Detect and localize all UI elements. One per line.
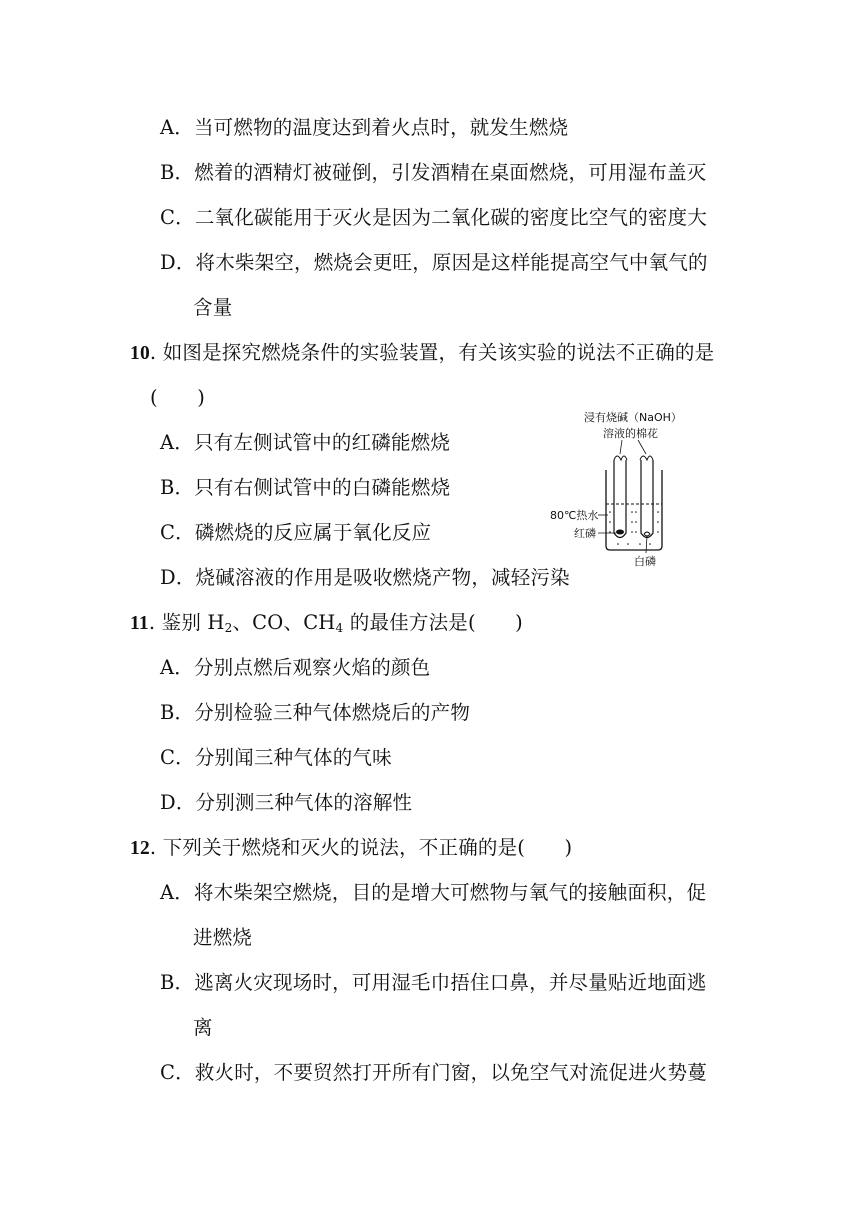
q11-stem-part3: 的最佳方法是( ) [343, 611, 523, 634]
q10-option-d: D．烧碱溶液的作用是吸收燃烧产物，减轻污染 [160, 566, 570, 589]
q11-subscript-4: 4 [335, 621, 344, 635]
q10-stem-text: . 如图是探究燃烧条件的实验装置，有关该实验的说法不正确的是 [149, 341, 715, 364]
cotton-leader-line [620, 440, 622, 454]
q10-option-c: C．磷燃烧的反应属于氧化反应 [160, 521, 432, 544]
q9-option-a: A．当可燃物的温度达到着火点时，就发生燃烧 [160, 116, 569, 139]
q10-option-b: B．只有右侧试管中的白磷能燃烧 [160, 476, 451, 499]
q10-answer-paren: ( ) [150, 386, 206, 409]
q10-stem [130, 340, 714, 367]
white-phosphorus-sample [644, 532, 650, 536]
q10-number: 10 [130, 343, 150, 364]
q12-stem-text: . 下列关于燃烧和灭火的说法，不正确的是( ) [149, 836, 573, 859]
q12-option-a-continued: 进燃烧 [193, 926, 253, 949]
q11-number: 11 [130, 613, 149, 634]
q11-option-b: B．分别检验三种气体燃烧后的产物 [160, 701, 471, 724]
combustion-apparatus-figure [548, 408, 708, 572]
q11-stem [130, 610, 523, 637]
cotton-plug-right [640, 456, 653, 460]
label-hot-water: 80℃热水 [550, 509, 599, 522]
q12-option-a: A．将木柴架空燃烧，目的是增大可燃物与氧气的接触面积，促 [160, 881, 707, 904]
cotton-leader-line-right [638, 440, 646, 454]
q12-option-b: B．逃离火灾现场时，可用湿毛巾捂住口鼻，并尽量贴近地面逃 [160, 971, 707, 994]
label-red-phosphorus: 红磷 [574, 527, 596, 540]
q9-option-d-continued: 含量 [193, 296, 233, 319]
label-cotton-line1: 浸有烧碱（NaOH） [584, 411, 682, 424]
test-tube-right [641, 460, 653, 538]
q12-stem [130, 835, 572, 862]
q11-stem-part2: 、CO、CH [232, 611, 336, 634]
q12-option-b-continued: 离 [193, 1016, 213, 1039]
q11-stem-part1: . 鉴别 H [148, 611, 225, 634]
cotton-plug-left [614, 456, 627, 460]
q10-option-a: A．只有左侧试管中的红磷能燃烧 [160, 431, 451, 454]
q12-number: 12 [130, 838, 150, 859]
hot-water-dots [609, 511, 659, 545]
test-tube-left [614, 460, 626, 538]
q9-option-d: D．将木柴架空，燃烧会更旺，原因是这样能提高空气中氧气的 [160, 251, 708, 274]
q9-option-b: B．燃着的酒精灯被碰倒，引发酒精在桌面燃烧，可用湿布盖灭 [160, 161, 707, 184]
q12-option-c: C．救火时，不要贸然打开所有门窗，以免空气对流促进火势蔓 [160, 1061, 708, 1084]
q11-option-a: A．分别点燃后观察火焰的颜色 [160, 656, 431, 679]
q11-subscript-2: 2 [224, 621, 233, 635]
q11-option-c: C．分别闻三种气体的气味 [160, 746, 392, 769]
red-phosphorus-sample [616, 530, 624, 535]
label-white-phosphorus: 白磷 [634, 555, 656, 568]
label-cotton-line2: 溶液的棉花 [603, 427, 658, 440]
q11-option-d: D．分别测三种气体的溶解性 [160, 791, 413, 814]
q9-option-c: C．二氧化碳能用于灭火是因为二氧化碳的密度比空气的密度大 [160, 206, 708, 229]
